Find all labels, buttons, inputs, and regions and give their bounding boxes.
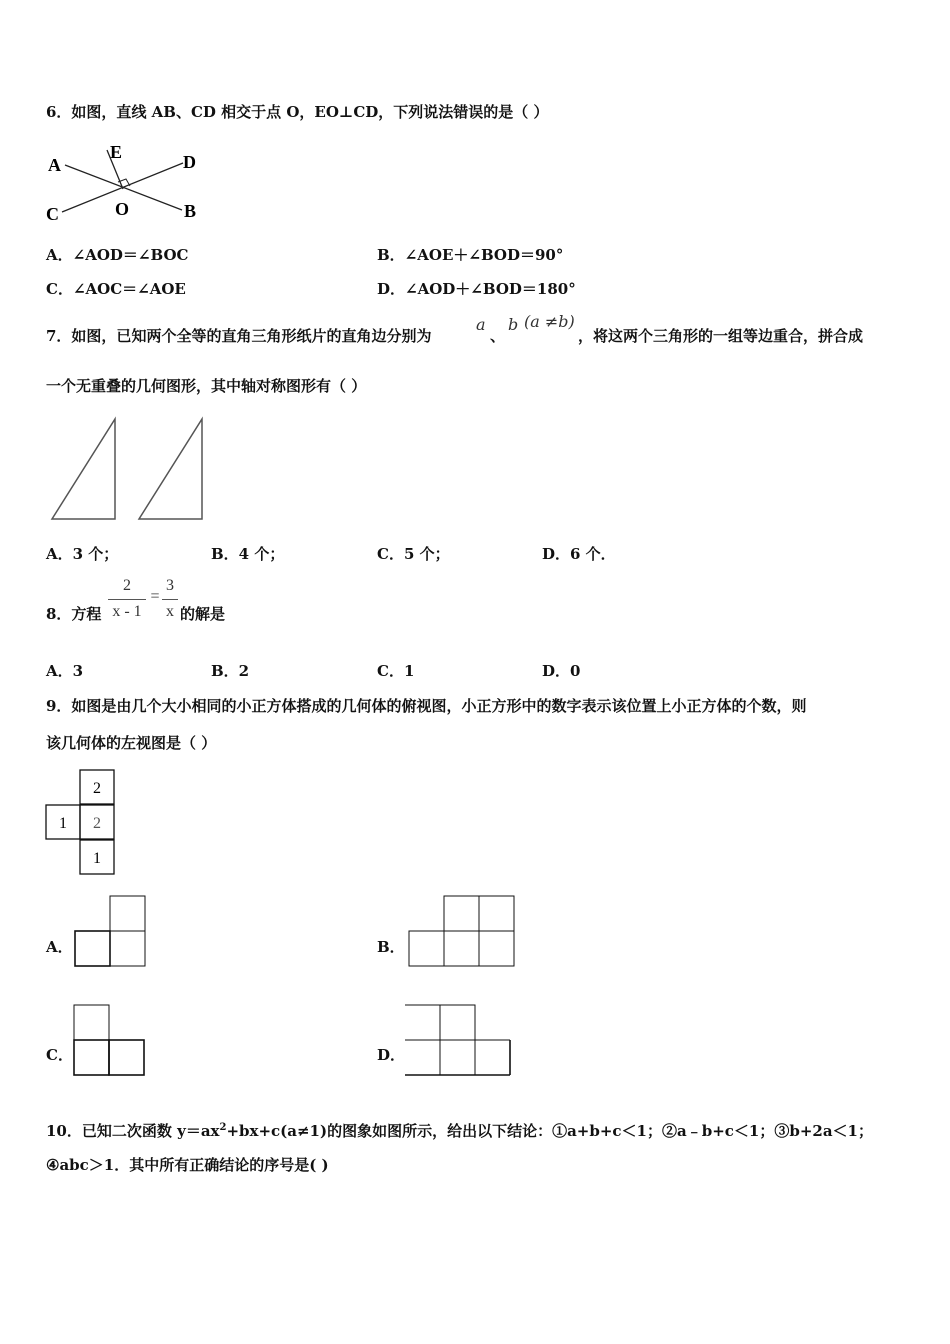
q8-option-d[interactable]: D．0 xyxy=(542,662,581,680)
triangle-2 xyxy=(139,419,202,519)
q10-stem-a: 10．已知二次函数 y＝ax xyxy=(46,1122,220,1140)
q9-stem-line1: 9．如图是由几个大小相同的小正方体搭成的几何体的俯视图，小正方形中的数字表示该位置上小正方体的个数，则 xyxy=(46,697,807,715)
q6-stem: 6．如图，直线 AB、CD 相交于点 O，EO⊥CD，下列说法错误的是（ ） xyxy=(46,103,549,121)
q9-option-b-figure[interactable] xyxy=(408,895,518,969)
q7-stem-part1: 7．如图，已知两个全等的直角三角形纸片的直角边分别为 xyxy=(46,327,432,345)
q7-triangles xyxy=(45,412,215,524)
q8-prefix: 8．方程 xyxy=(46,605,102,623)
q6-option-a[interactable]: A．∠AOD＝∠BOC xyxy=(46,246,189,264)
grid-value-top: 2 xyxy=(93,780,101,797)
q7-var-b: b xyxy=(508,315,519,334)
q10-superscript: 2 xyxy=(219,1122,227,1133)
q8-numerator-2: 3 xyxy=(166,577,174,594)
q7-stem-part2: ，将这两个三角形的一组等边重合，拼合成 xyxy=(578,327,864,345)
q6-option-d[interactable]: D．∠AOD＋∠BOD＝180° xyxy=(377,280,576,298)
q7-stem-line2: 一个无重叠的几何图形，其中轴对称图形有（ ） xyxy=(46,377,367,395)
q8-option-b[interactable]: B．2 xyxy=(211,662,250,680)
q8-fraction-bar-2 xyxy=(162,599,178,600)
q6-option-c[interactable]: C．∠AOC＝∠AOE xyxy=(46,280,186,298)
label-d: D xyxy=(183,152,196,172)
q6-option-b[interactable]: B．∠AOE＋∠BOD＝90° xyxy=(377,246,564,264)
q9-option-d-figure[interactable] xyxy=(404,1004,514,1078)
q7-option-c[interactable]: C．5 个； xyxy=(377,545,450,563)
q9-option-a-figure[interactable] xyxy=(74,895,148,969)
q7-option-a[interactable]: A．3 个； xyxy=(46,545,119,563)
q7-condition: (a ≠b) xyxy=(524,312,575,331)
q8-option-a[interactable]: A．3 xyxy=(46,662,84,680)
label-a: A xyxy=(48,155,61,175)
label-c: C xyxy=(46,204,59,224)
q9-option-a[interactable]: A． xyxy=(46,938,73,956)
label-b: B xyxy=(184,201,197,221)
q9-option-c[interactable]: C． xyxy=(46,1046,73,1064)
q9-option-d[interactable]: D． xyxy=(377,1046,406,1064)
q10-stem-line1 xyxy=(46,1118,873,1141)
q7-separator: 、 xyxy=(490,327,506,345)
q9-option-c-figure[interactable] xyxy=(73,1004,147,1078)
q6-figure xyxy=(40,138,210,228)
q8-numerator-1: 2 xyxy=(123,577,131,594)
q7-var-a: a xyxy=(476,315,486,334)
q9-stem-line2: 该几何体的左视图是（ ） xyxy=(46,734,217,752)
q8-denominator-1: x - 1 xyxy=(112,603,142,620)
q8-fraction-bar-1 xyxy=(108,599,146,600)
triangle-1 xyxy=(52,419,115,519)
label-e: E xyxy=(110,142,123,162)
q8-equals: = xyxy=(150,588,160,605)
q9-top-view-grid xyxy=(44,769,118,877)
q7-option-b[interactable]: B．4 个； xyxy=(211,545,285,563)
q8-option-c[interactable]: C．1 xyxy=(377,662,415,680)
q7-option-d[interactable]: D．6 个． xyxy=(542,545,616,563)
label-o: O xyxy=(115,199,130,219)
q10-stem-b: +bx+c(a≠1)的图象如图所示，给出以下结论：①a+b+c＜1；②a﹣b+c＜1；③b+2a＜1； xyxy=(226,1122,873,1140)
q8-suffix: 的解是 xyxy=(180,605,226,623)
q10-stem-line2: ④abc＞1．其中所有正确结论的序号是( ) xyxy=(46,1156,329,1174)
q9-option-b[interactable]: B． xyxy=(377,938,405,956)
grid-value-left: 1 xyxy=(59,815,67,832)
grid-value-center: 2 xyxy=(93,815,101,832)
q8-denominator-2: x xyxy=(166,603,174,620)
grid-value-bottom: 1 xyxy=(93,850,101,867)
